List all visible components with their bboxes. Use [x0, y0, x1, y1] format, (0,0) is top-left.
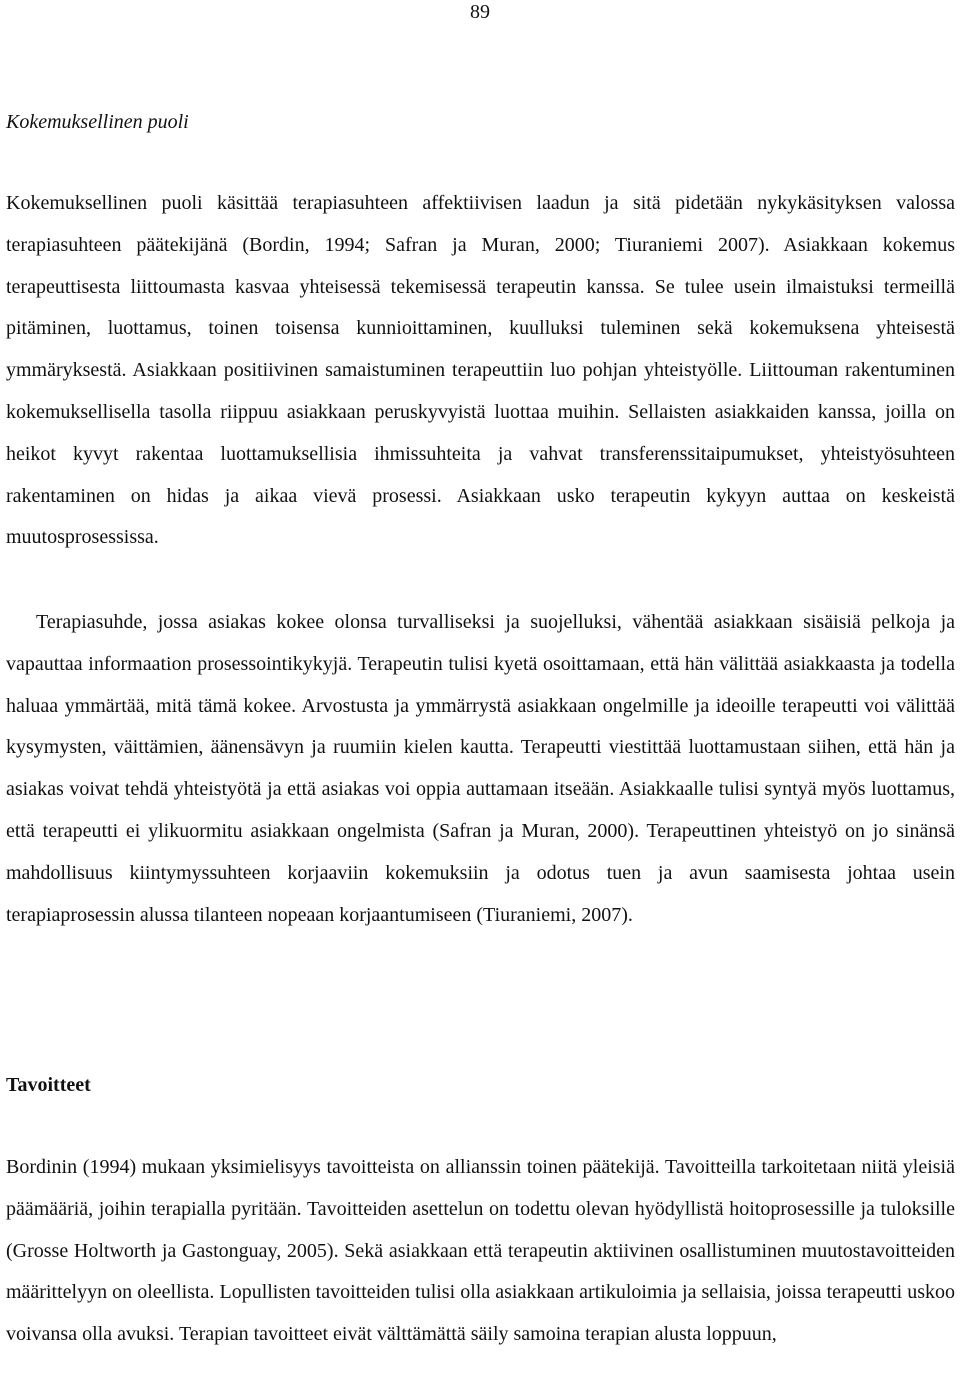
- paragraph-tavoitteet-1: Bordinin (1994) mukaan yksimielisyys tavoitteista on allianssin toinen päätekijä. Tavoitteilla tarkoitetaan niitä yleisiä päämääriä, joihin terapialla pyritään. Tavoitteiden asettelun on todettu olevan hyödyllistä hoitoprosessille ja tuloksille (Grosse Holtworth ja Gastonguay, 2005). Sekä asiakkaan että terapeutin aktiivinen osallistuminen muutostavoitteiden määrittelyyn on oleellista. Lopullisten tavoitteiden tulisi olla asiakkaan artikuloimia ja sellaisia, joissa terapeutti uskoo voivansa olla avuksi. Terapian tavoitteet eivät välttämättä säily samoina terapian alusta loppuun,: [6, 1156, 955, 1346]
- page-number: 89: [470, 1, 490, 23]
- paragraph-kokemuksellinen-1: Kokemuksellinen puoli käsittää terapiasuhteen affektiivisen laadun ja sitä pidetään nykykäsityksen valossa terapiasuhteen päätekijänä (Bordin, 1994; Safran ja Muran, 2000; Tiuraniemi 2007). Asiakkaan kokemus terapeuttisesta liittoumasta kasvaa yhteisessä tekemisessä terapeutin kanssa. Se tulee usein ilmaistuksi termeillä pitäminen, luottamus, toinen toisensa kunnioittaminen, kuulluksi tuleminen sekä kokemuksena yhteisestä ymmäryksestä. Asiakkaan positiivinen samaistuminen terapeuttiin luo pohjan yhteistyölle. Liittouman rakentuminen kokemuksellisella tasolla riippuu asiakkaan peruskyvyistä luottaa muihin. Sellaisten asiakkaiden kanssa, joilla on heikot kyvyt rakentaa luottamuksellisia ihmissuhteita ja vahvat transferenssitaipumukset, yhteistyösuhteen rakentaminen on hidas ja aikaa vievä prosessi. Asiakkaan usko terapeutin kykyyn auttaa on keskeistä muutosprosessissa.: [6, 192, 955, 549]
- section-heading-kokemuksellinen: Kokemuksellinen puoli: [6, 111, 189, 133]
- paragraph-kokemuksellinen-2: Terapiasuhde, jossa asiakas kokee olonsa turvalliseksi ja suojelluksi, vähentää asiakkaan sisäisiä pelkoja ja vapauttaa informaation prosessointikykyjä. Terapeutin tulisi kyetä osoittamaan, että hän välittää asiakkaasta ja todella haluaa ymmärtää, mitä tämä kokee. Arvostusta ja ymmärrystä asiakkaan ongelmille ja ideoille terapeutti voi välittää kysymysten, väittämien, äänensävyn ja ruumiin kielen kautta. Terapeutti viestittää luottamustaan siihen, että hän ja asiakas voivat tehdä yhteistyötä ja että asiakas voi oppia auttamaan itseään. Asiakkaalle tulisi syntyä myös luottamus, että terapeutti ei ylikuormitu asiakkaan ongelmista (Safran ja Muran, 2000). Terapeuttinen yhteistyö on jo sinänsä mahdollisuus kiintymyssuhteen korjaaviin kokemuksiin ja odotus tuen ja avun saamisesta johtaa usein terapiaprosessin alussa tilanteen nopeaan korjaantumiseen (Tiuraniemi, 2007).: [6, 611, 955, 926]
- section-heading-tavoitteet: Tavoitteet: [6, 1074, 91, 1096]
